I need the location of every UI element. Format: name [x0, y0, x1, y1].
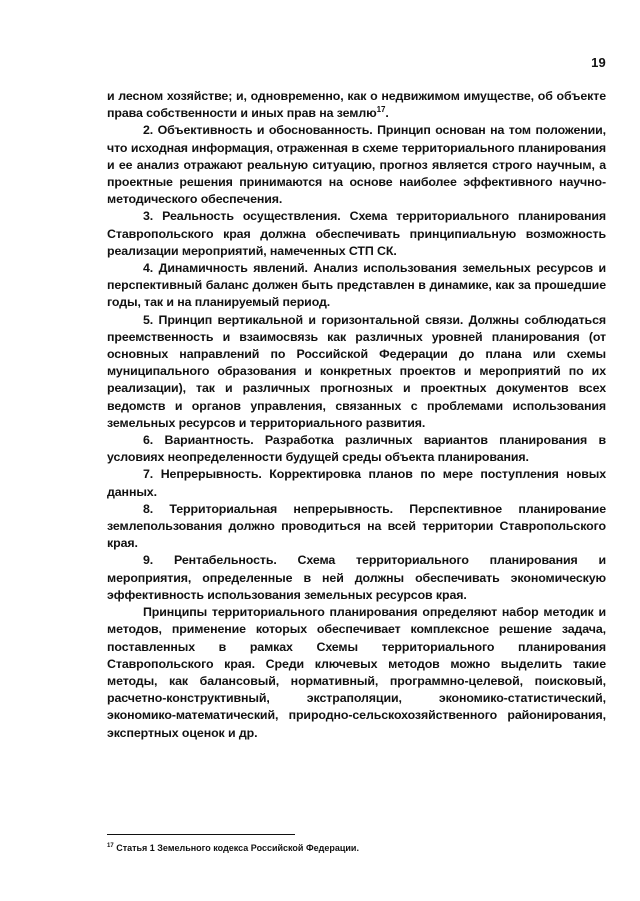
paragraph-principle-5: 5. Принцип вертикальной и горизонтальной связи. Должны соблюдаться преемственность и взаимосвязь как различных уровней планирования (от основных направлений по Российской Федерации до плана или схемы муниципального образования и конкретных проектов и мероприятий по их реализации), так и различных прогнозных и проектных документов всех ведомств и органов управления, связанных с проблемами использования земельных ресурсов и территориального развития.: [107, 312, 606, 430]
footnote-marker: 17: [107, 843, 114, 849]
footnote-separator: [107, 834, 295, 835]
body-text: [107, 88, 606, 742]
paragraph-principle-3: 3. Реальность осуществления. Схема территориального планирования Ставропольского края должна обеспечивать принципиальную возможность реализации мероприятий, намеченных СТП СК.: [107, 209, 606, 258]
paragraph-principle-9: 9. Рентабельность. Схема территориального планирования и мероприятия, определенные в ней должны обеспечивать экономическую эффективность использования земельных ресурсов края.: [107, 553, 606, 602]
paragraph-methods-summary: Принципы территориального планирования определяют набор методик и методов, применение которых обеспечивает комплексное решение задача, поставленных в рамках Схемы территориального планирования Ставропольского края. Среди ключевых методов можно выделить такие методы, как балансовый, нормативный, программно-целевой, поисковый, расчетно-конструктивный, экстраполяции, экономико-статистический, экономико-математический, природно-сельскохозяйственного районирования, экспертных оценок и др.: [107, 605, 606, 740]
footnote-text: Статья 1 Земельного кодекса Российской Федерации.: [113, 843, 359, 853]
footnote: [107, 843, 359, 853]
paragraph-continuation: [107, 88, 606, 122]
paragraph-principle-2: 2. Объективность и обоснованность. Принцип основан на том положении, что исходная информация, отраженная в схеме территориального планирования и ее анализ отражают реальную ситуацию, прогноз является строго научным, а проектные решения принимаются на основе наиболее эффективного научно-методического обеспечения.: [107, 123, 606, 207]
paragraph-principle-4: 4. Динамичность явлений. Анализ использования земельных ресурсов и перспективный баланс должен быть представлен в динамике, как за прошедшие годы, так и на планируемый период.: [107, 261, 606, 310]
paragraph-principle-7: 7. Непрерывность. Корректировка планов по мере поступления новых данных.: [107, 467, 606, 499]
paragraph-principle-8: 8. Территориальная непрерывность. Перспективное планирование землепользования должно проводиться на всей территории Ставропольского края.: [107, 501, 606, 551]
paragraph-principle-6: 6. Вариантность. Разработка различных вариантов планирования в условиях неопределенности будущей среды объекта планирования.: [107, 433, 606, 465]
paragraph-end-punctuation: .: [385, 106, 389, 121]
paragraph-text: и лесном хозяйстве; и, одновременно, как о недвижимом имуществе, об объекте права собственности и иных прав на землю: [107, 89, 606, 121]
page-number: 19: [591, 55, 606, 70]
footnote-reference[interactable]: 17: [376, 105, 386, 115]
